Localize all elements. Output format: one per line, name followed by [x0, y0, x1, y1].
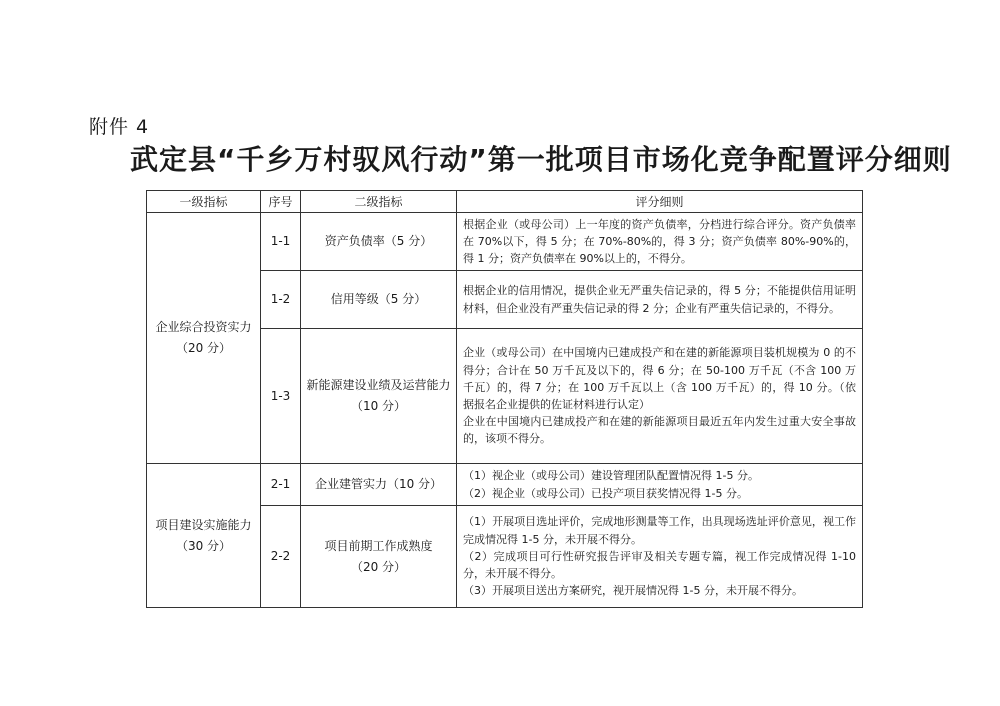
level1-cell	[147, 464, 261, 608]
detail-text: （3）开展项目送出方案研究，视开展情况得 1-5 分，未开展不得分。	[463, 584, 803, 598]
detail-text: （2）完成项目可行性研究报告评审及相关专题专篇，视工作完成情况得 1-10 分，未开展不得分。	[463, 549, 856, 581]
level1-score: （20 分）	[175, 341, 232, 355]
detail-text: 根据企业的信用情况，提供企业无严重失信记录的，得 5 分；不能提供信用证明材料，但企业没有严重失信记录的得 2 分；企业有严重失信记录的，不得分。	[463, 284, 856, 315]
level2-score: （20 分）	[350, 559, 407, 574]
detail-text: （1）视企业（或母公司）建设管理团队配置情况得 1-5 分。	[463, 469, 759, 483]
level1-name: 项目建设实施能力	[155, 517, 252, 532]
row-number: 2-2	[261, 506, 301, 608]
detail-text: （2）视企业（或母公司）已投产项目获奖情况得 1-5 分。	[463, 486, 748, 500]
table-row	[147, 213, 863, 271]
detail-cell	[457, 506, 863, 608]
table-row	[147, 464, 863, 506]
header-no: 序号	[261, 191, 301, 213]
detail-text: （1）开展项目选址评价，完成地形测量等工作，出具现场选址评价意见，视工作完成情况得 1-5 分，未开展不得分。	[463, 515, 856, 546]
document-title: 武定县“千乡万村驭风行动”第一批项目市场化竞争配置评分细则	[130, 143, 952, 176]
level2-cell	[301, 213, 457, 271]
header-detail: 评分细则	[457, 191, 863, 213]
detail-cell	[457, 329, 863, 464]
level2-name: 资产负债率（5 分）	[324, 234, 433, 248]
attachment-label: 附件 4	[89, 116, 150, 138]
header-level2: 二级指标	[301, 191, 457, 213]
level2-name: 新能源建设业绩及运营能力	[306, 378, 451, 392]
detail-text: 根据企业（或母公司）上一年度的资产负债率，分档进行综合评分。资产负债率在 70%以下，得 5 分；在 70%-80%的，得 3 分；资产负债率 80%-90%的，得 1 分；资产负债率在 90%以上的，不得分。	[463, 217, 856, 266]
level1-cell	[147, 213, 261, 464]
detail-text: 企业在中国境内已建成投产和在建的新能源项目最近五年内发生过重大安全事故的，该项不得分。	[463, 415, 856, 446]
scoring-table	[146, 190, 863, 608]
row-number: 1-1	[261, 213, 301, 271]
level2-name: 企业建管实力（10 分）	[314, 477, 443, 491]
row-number: 1-3	[261, 329, 301, 464]
level2-score: （10 分）	[350, 399, 407, 413]
header-level1: 一级指标	[147, 191, 261, 213]
row-number: 2-1	[261, 464, 301, 506]
detail-cell	[457, 213, 863, 271]
detail-cell	[457, 271, 863, 329]
level1-score: （30 分）	[175, 538, 232, 553]
level2-name: 信用等级（5 分）	[330, 292, 427, 306]
level2-cell	[301, 271, 457, 329]
level2-cell	[301, 506, 457, 608]
level2-cell	[301, 329, 457, 464]
detail-text: 企业（或母公司）在中国境内已建成投产和在建的新能源项目装机规模为 0 的不得分；合计在 50 万千瓦及以下的，得 6 分；在 50-100 万千瓦（不含 100 万千瓦）的，得 7 分；在 100 万千瓦以上（含 100 万千瓦）的，得 10 分。（依据报名企业提供的佐证材料进行认定）	[463, 346, 856, 411]
table-header-row	[147, 191, 863, 213]
row-number: 1-2	[261, 271, 301, 329]
level1-name: 企业综合投资实力	[155, 320, 252, 334]
level2-name: 项目前期工作成熟度	[324, 538, 433, 553]
detail-cell	[457, 464, 863, 506]
level2-cell	[301, 464, 457, 506]
